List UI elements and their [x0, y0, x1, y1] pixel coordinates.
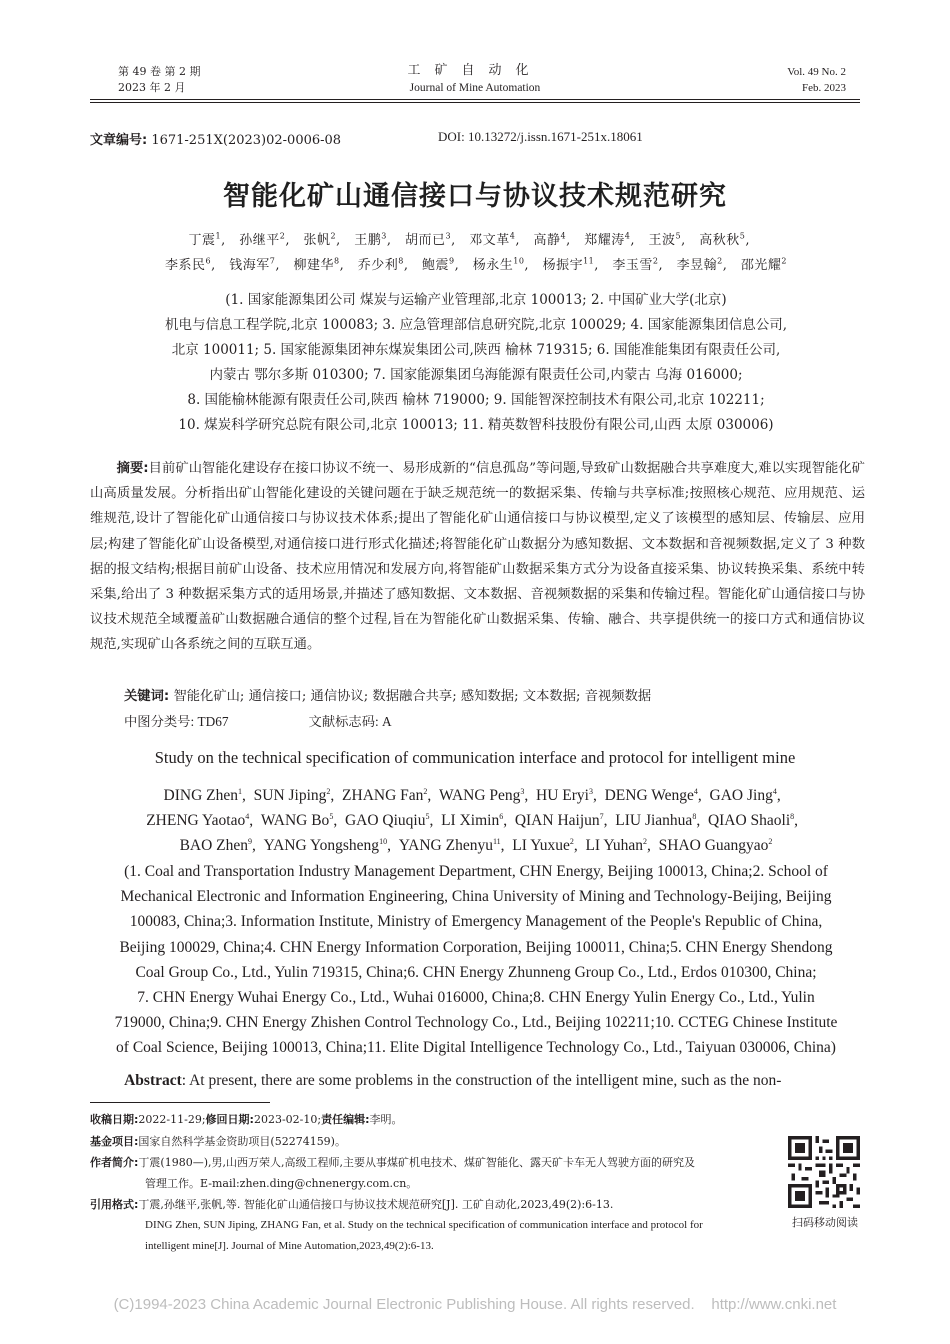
author: [264, 837, 387, 854]
author-name: 高秋秋: [699, 233, 740, 248]
author-name: YANG Zhenyu: [398, 837, 493, 855]
author-affiliation-number: 5: [329, 812, 334, 822]
header-date-en: Feb. 2023: [802, 82, 846, 94]
qr-code-icon[interactable]: [788, 1136, 860, 1208]
author-name: 孙继平: [239, 233, 280, 248]
author-name: 柳建华: [293, 258, 334, 273]
author: [229, 258, 275, 273]
article-number-label: 文章编号:: [90, 133, 148, 148]
citation-en-line2: intelligent mine[J]. Journal of Mine Automation,2023,49(2):6-13.: [145, 1240, 434, 1252]
author-name: 高静: [533, 233, 561, 248]
author-name: 杨永生: [472, 258, 514, 273]
author-name: 邓文革: [469, 233, 510, 248]
received-label: 收稿日期:: [90, 1113, 139, 1126]
keywords-label: 关键词:: [124, 689, 170, 704]
author-affiliation-number: 2: [423, 786, 428, 796]
author-name: 张帆: [303, 233, 331, 248]
author-affiliation-number: 11: [583, 256, 595, 266]
affiliations-en: [96, 859, 856, 1061]
affiliation-line: of Coal Science, Beijing 100013, China;11. Elite Digital Intelligence Technology Co., Ltd., Taiyuan 030006, China): [116, 1039, 836, 1057]
author-affiliation-number: 8: [692, 812, 697, 822]
author-name: LI Yuxue: [512, 837, 570, 855]
author-affiliation-number: 2: [330, 231, 337, 241]
author: [261, 812, 333, 829]
citation-label: 引用格式:: [90, 1198, 139, 1211]
author: [699, 233, 745, 248]
abstract-en-label: Abstract: [124, 1072, 182, 1089]
author-name: WANG Peng: [439, 787, 521, 804]
author-affiliation-number: 4: [624, 231, 631, 241]
affiliation-line: 100083, China;3. Information Institute, Ministry of Emergency Management of the People's Republic of China,: [129, 913, 823, 931]
author-name: GAO Qiuqiu: [344, 812, 426, 830]
article-number-value: 1671-251X(2023)02-0006-08: [147, 133, 342, 148]
authors-cn: 丁震$^1$, 孙继平$^2$, 张帆$^2$, 王鹏$^3$, 胡而已$^3$, 邓文革$^4$, 高静$^4$, 郑耀涛$^4$, 王波$^5$, 高秋秋$^5$, 李系民$^6$, 钱海军$^7$, 柳建华$^8$, 乔少利$^8$, 鲍震$^9$, 杨永生$^{10}$, 杨振宇$^{11}$, 李玉雪$^2$, 李昱翰$^2$, 邵光耀$^2$: [164, 231, 788, 273]
affiliation-line: Mechanical Electronic and Information Engineering, China University of Mining and Technology-Beijing, Beijing: [120, 888, 832, 906]
affiliation-line: 机电与信息工程学院,北京 100083; 3. 应急管理部信息研究院,北京 100029; 4. 国家能源集团信息公司,: [164, 317, 788, 333]
author: [473, 258, 525, 273]
fund-label: 基金项目:: [90, 1135, 139, 1148]
author-affiliation-number: 3: [381, 231, 387, 241]
author-name: 郑耀涛: [584, 233, 625, 248]
author: [512, 837, 574, 854]
author: [659, 837, 773, 854]
affiliation-line: Beijing 100029, China;4. CHN Energy Information Corporation, Beijing 100011, China;5. CHN Energy Shendong: [119, 938, 833, 956]
author-name: 丁震: [188, 233, 216, 248]
author-name: 鲍震: [421, 258, 449, 273]
author-name: DENG Wenge: [604, 787, 694, 804]
author: [304, 233, 337, 248]
affiliation-line: Coal Group Co., Ltd., Yulin 719315, China;6. CHN Energy Zhunneng Group Co., Ltd., Erdos 010300, China;: [135, 963, 817, 981]
title-cn: 智能化矿山通信接口与协议技术规范研究: [223, 181, 727, 212]
author-name: WANG Bo: [260, 812, 330, 830]
affiliation-line: 北京 100011; 5. 国家能源集团神东煤炭集团公司,陕西 榆林 719315; 6. 国能准能集团有限责任公司,: [171, 342, 781, 358]
footnote-citation: [90, 1194, 770, 1257]
editor-name: 李明。: [369, 1113, 403, 1126]
footnote-rule: [90, 1102, 270, 1103]
author: [741, 258, 787, 273]
affiliation-line: (1. Coal and Transportation Industry Management Department, CHN Energy, Beijing 100013, China;2. School of: [124, 863, 828, 880]
footnote-author: [90, 1152, 770, 1194]
clc-number: 中图分类号: TD67: [124, 714, 229, 729]
author-affiliation-number: 5: [675, 231, 682, 241]
author: [677, 258, 723, 273]
abstract-cn-text: 目前矿山智能化建设存在接口协议不统一、易形成新的“信息孤岛”等问题,导致矿山数据融合共享难度大,难以实现智能化矿山高质量发展。分析指出矿山智能化建设的关键问题在于缺乏规范统一的数据采集、传输与共享标准;按照核心规范、应用规范、运维规范,设计了智能化矿山通信接口与协议技术体系;提出了智能化矿山通信接口与协议模型,定义了该模型的感知层、传输层、应用层;构建了智能化矿山设备模型,对通信接口进行形式化描述;将智能化矿山数据分为感知数据、文本数据和音视频数据,定义了 3 种数据的报文结构;根据目前矿山设备、技术应用情况和发展方向,将智能矿山数据采集方式分为设备直接采集、协议转换采集、系统中转采集,给出了 3 种数据采集方式的适用场景,并描述了感知数据、文本数据、音视频数据的采集和传输过程。智能化矿山通信接口与协议技术规范全域覆盖矿山数据融合通信的整个过程,旨在为智能化矿山数据采集、传输、融合、共享提供统一的接口方式和通信协议规范,实现矿山各系统之间的互联互通。: [90, 461, 865, 653]
author-affiliation-number: 5: [425, 812, 430, 822]
doi[interactable]: DOI: 10.13272/j.issn.1671-251x.18061: [438, 129, 643, 144]
author-name: 李系民: [164, 258, 206, 273]
author: [345, 812, 430, 829]
revised-label: 修回日期:: [205, 1113, 254, 1126]
author-name: ZHENG Yaotao: [146, 812, 246, 830]
author: [439, 787, 524, 804]
author-affiliation-number: 4: [693, 786, 698, 796]
author-name: 胡而已: [405, 233, 446, 248]
author: [585, 837, 647, 854]
author: [358, 258, 404, 273]
author: [422, 258, 455, 273]
author: [515, 812, 604, 829]
author-name: 钱海军: [229, 258, 270, 273]
author-affiliation-number: 1: [238, 786, 242, 796]
author-name: LI Yuhan: [585, 837, 644, 855]
affiliation-line: (1. 国家能源集团公司 煤炭与运输产业管理部,北京 100013; 2. 中国矿业大学(北京): [225, 292, 727, 308]
author: [239, 233, 285, 248]
abstract-en: [90, 1072, 865, 1090]
author: [399, 837, 501, 854]
citation-cn: 丁震,孙继平,张帆,等. 智能化矿山通信接口与协议技术规范研究[J]. 工矿自动化,2023,49(2):6-13.: [138, 1198, 614, 1211]
author-affiliation-number: 10: [513, 256, 525, 266]
keywords: [124, 685, 651, 704]
author: [189, 233, 222, 248]
author-name: LI Ximin: [441, 812, 500, 830]
affiliation-line: 内蒙古 鄂尔多斯 010300; 7. 国家能源集团乌海能源有限责任公司,内蒙古 乌海 016000;: [209, 367, 743, 383]
author-name: YANG Yongsheng: [263, 837, 380, 855]
author-affiliation-number: 6: [499, 812, 504, 822]
author-name: 李昱翰: [676, 258, 718, 273]
footnote-dates: [90, 1109, 770, 1130]
header-volume-en: Vol. 49 No. 2: [787, 66, 846, 78]
authors-en: DING Zhen$^1$, SUN Jiping$^2$, ZHANG Fan$^2$, WANG Peng$^3$, HU Eryi$^3$, DENG Wenge$^4$, GAO Jing$^4$, ZHENG Yaotao$^4$, WANG Bo$^5$, GAO Qiuqiu$^5$, LI Ximin$^6$, QIAN Haijun$^7$, LIU Jianhua$^8$, QIAO Shaoli$^8$, BAO Zhen$^9$, YANG Yongsheng$^{10}$, YANG Zhenyu$^{11}$, LI Yuxue$^2$, LI Yuhan$^2$, SHAO Guangyao$^2$: [146, 786, 806, 855]
author-affiliation-number: 8: [333, 256, 340, 266]
author-affiliation-number: 8: [398, 256, 404, 266]
author-affiliation-number: 9: [248, 837, 253, 847]
abstract-cn-label: 摘要:: [116, 461, 149, 476]
author-name: BAO Zhen: [179, 837, 249, 855]
author-affiliation-number: 7: [269, 256, 276, 266]
author: [165, 258, 211, 273]
author-affiliation-number: 3: [520, 786, 525, 796]
classification: [124, 711, 472, 730]
author: [405, 233, 451, 248]
affiliation-line: 8. 国能榆林能源有限责任公司,陕西 榆林 719000; 9. 国能智深控制技术有限公司,北京 102211;: [187, 392, 765, 408]
author-name: LIU Jianhua: [615, 812, 693, 830]
header-volume-cn: 第 49 卷 第 2 期: [118, 65, 201, 78]
author: [469, 233, 515, 248]
author: [342, 787, 427, 804]
author-affiliation-number: 4: [509, 231, 516, 241]
author-affiliation-number: 11: [492, 837, 501, 847]
author-affiliation-number: 7: [599, 812, 604, 822]
header-date-cn: 2023 年 2 月: [118, 81, 186, 94]
affiliation-line: 10. 煤炭科学研究总院有限公司,北京 100013; 11. 精英数智科技股份有限公司,山西 太原 030006): [178, 417, 774, 433]
author-bio-label: 作者简介:: [90, 1156, 139, 1169]
document-code: 文献标志码: A: [308, 714, 392, 729]
author-affiliation-number: 2: [279, 231, 286, 241]
author-bio-line1: 丁震(1980—),男,山西万荣人,高级工程师,主要从事煤矿机电技术、煤矿智能化、露天矿卡车无人驾驶方面的研究及: [138, 1156, 695, 1169]
author-affiliation-number: 10: [379, 837, 388, 847]
author-affiliation-number: 2: [326, 786, 331, 796]
abstract-cn: [90, 456, 865, 658]
author-name: 乔少利: [357, 258, 399, 273]
qr-code-label: 扫码移动阅读: [792, 1216, 858, 1229]
author-affiliation-number: 6: [205, 256, 212, 266]
affiliation-line: 7. CHN Energy Wuhai Energy Co., Ltd., Wuhai 016000, China;8. CHN Energy Yulin Energy Co., Ltd., Yulin: [137, 989, 815, 1007]
author-name: 李玉雪: [612, 258, 653, 273]
footnote-fund: [90, 1131, 770, 1152]
revised-date: 2023-02-10;: [253, 1113, 322, 1126]
author-affiliation-number: 2: [652, 256, 659, 266]
author: [543, 258, 595, 273]
author-affiliation-number: 3: [445, 231, 452, 241]
header-rule-top: [90, 99, 860, 100]
author-name: DING Zhen: [163, 787, 238, 804]
affiliations-cn: [96, 288, 856, 438]
author-bio-line2[interactable]: 管理工作。E-mail:zhen.ding@chnenergy.com.cn。: [145, 1177, 418, 1190]
author-affiliation-number: 5: [739, 231, 746, 241]
author-affiliation-number: 4: [772, 786, 777, 796]
author: [584, 233, 630, 248]
author-affiliation-number: 8: [790, 812, 795, 822]
editor-label: 责任编辑:: [321, 1113, 370, 1126]
author-name: QIAN Haijun: [514, 812, 600, 830]
title-en: Study on the technical specification of communication interface and protocol for intelligent mine: [154, 748, 796, 767]
author-name: 王波: [648, 233, 676, 248]
author-name: 王鹏: [354, 233, 382, 248]
author: [615, 812, 696, 829]
author-name: GAO Jing: [709, 787, 773, 804]
author-affiliation-number: 9: [448, 256, 455, 266]
author: [534, 233, 567, 248]
author: [708, 812, 794, 829]
author-name: 杨振宇: [542, 258, 584, 273]
author: [441, 812, 503, 829]
author: [605, 787, 698, 804]
author-affiliation-number: 1: [215, 231, 222, 241]
author-name: SHAO Guangyao: [658, 837, 769, 855]
author-affiliation-number: 2: [781, 256, 788, 266]
author: [710, 787, 777, 804]
author-name: ZHANG Fan: [342, 787, 424, 804]
author: [146, 812, 249, 829]
author: [180, 837, 252, 854]
author: [254, 787, 331, 804]
author-affiliation-number: 3: [588, 786, 593, 796]
article-number: [90, 129, 341, 148]
author: [293, 258, 339, 273]
fund-text: 国家自然科学基金资助项目(52274159)。: [138, 1135, 346, 1148]
author: [649, 233, 682, 248]
author: [536, 787, 593, 804]
author: [354, 233, 387, 248]
author-affiliation-number: 2: [717, 256, 723, 266]
author: [612, 258, 658, 273]
affiliation-line: 719000, China;9. CHN Energy Zhishen Control Technology Co., Ltd., Beijing 102211;10. CCTEG Chinese Institute: [114, 1014, 838, 1032]
header-issue-en: [787, 64, 846, 96]
abstract-en-text: : At present, there are some problems in the construction of the intelligent mine, such as the non-: [181, 1072, 782, 1089]
author-affiliation-number: 2: [569, 837, 574, 847]
author-affiliation-number: 4: [245, 812, 250, 822]
author-name: SUN Jiping: [253, 787, 327, 804]
header-rule-bottom: [90, 102, 860, 103]
author-affiliation-number: 4: [560, 231, 567, 241]
author-name: QIAO Shaoli: [707, 812, 791, 830]
keywords-text: 智能化矿山; 通信接口; 通信协议; 数据融合共享; 感知数据; 文本数据; 音视频数据: [169, 689, 652, 704]
received-date: 2022-11-29;: [138, 1113, 206, 1126]
author-affiliation-number: 2: [768, 837, 773, 847]
author-name: HU Eryi: [536, 787, 589, 804]
author-name: 邵光耀: [740, 258, 782, 273]
copyright-watermark: (C)1994-2023 China Academic Journal Electronic Publishing House. All rights reserved. http://www.cnki.net: [113, 1296, 837, 1313]
citation-en-line1: DING Zhen, SUN Jiping, ZHANG Fan, et al. Study on the technical specification of communication interface and protocol for: [145, 1219, 703, 1231]
author: [164, 787, 242, 804]
author-affiliation-number: 2: [643, 837, 648, 847]
journal-name-en: Journal of Mine Automation: [409, 82, 541, 94]
journal-name-cn: 工矿自动化: [407, 63, 543, 78]
